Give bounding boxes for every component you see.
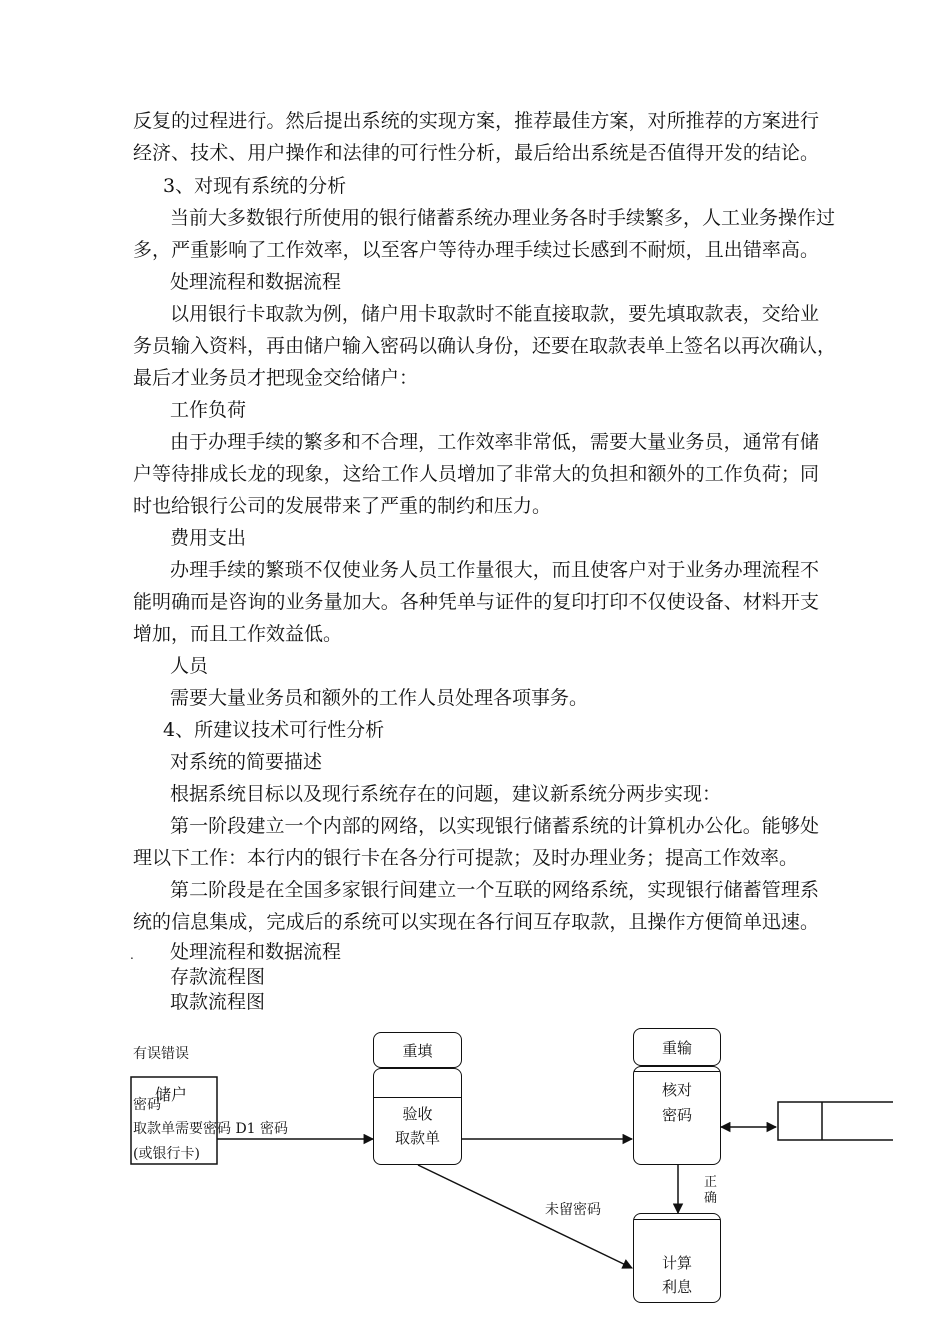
verify-divider [374,1097,461,1098]
paragraph-line: 多，严重影响了工作效率，以至客户等待办理手续过长感到不耐烦，且出错率高。 [133,239,819,261]
subheading-desc: 对系统的简要描述 [170,751,323,773]
calc-divider [634,1219,720,1220]
verify-process [373,1068,462,1165]
reenter-label: 重输 [661,1039,692,1057]
subheading-staff: 人员 [170,655,209,677]
paragraph-line: 当前大多数银行所使用的银行储蓄系统办理业务各时手续繁多，人工业务操作过 [170,207,836,229]
subheading-cost: 费用支出 [170,527,247,549]
paragraph-line: 由于办理手续的繁多和不合理，工作效率非常低，需要大量业务员，通常有储 [170,431,819,453]
withdrawal-flow-diagram [0,1020,950,1344]
stray-dot: . [130,948,134,962]
refill-label: 重填 [402,1042,433,1060]
check-divider [634,1071,720,1072]
calc-interest-process [633,1213,721,1303]
calc-label-2: 利息 [661,1278,692,1296]
paragraph-line: 办理手续的繁琐不仅使业务人员工作量很大，而且使客户对于业务办理流程不 [170,559,819,581]
paragraph-line: 统的信息集成，完成后的系统可以实现在各行间互存取款，且操作方便简单迅速。 [133,911,819,933]
subheading-deposit-chart: 存款流程图 [170,966,266,988]
paragraph-line: 需要大量业务员和额外的工作人员处理各项事务。 [170,687,589,709]
correct-label-1: 正 [704,1175,718,1190]
datastore-d1 [778,1102,893,1140]
password-tag: 密码 [133,1097,161,1113]
check-process [633,1066,721,1165]
paragraph-line: 经济、技术、用户操作和法律的可行性分析，最后给出系统是否值得开发的结论。 [133,142,819,164]
paragraph-line: 最后才业务员才把现金交给储户： [133,367,419,389]
flow-label: 取款单需要密码 D1 密码 [133,1121,289,1137]
correct-label-2: 确 [704,1191,718,1206]
diagram-connectors [0,1020,950,1344]
subheading-load: 工作负荷 [170,399,247,421]
paragraph-line: 第二阶段是在全国多家银行间建立一个互联的网络系统，实现银行储蓄管理系 [170,879,819,901]
reenter-box [633,1028,721,1066]
section-heading-4: 4、所建议技术可行性分析 [163,719,385,741]
paragraph-line: 以用银行卡取款为例，储户用卡取款时不能直接取款，要先填取款表，交给业 [170,303,819,325]
subheading-withdraw-chart: 取款流程图 [170,991,266,1013]
verify-label-1: 验收 [402,1105,433,1123]
paragraph-line: 第一阶段建立一个内部的网络，以实现银行储蓄系统的计算机办公化。能够处 [170,815,819,837]
error-label: 有误错误 [133,1046,189,1062]
verify-label-2: 取款单 [394,1129,440,1147]
check-label-1: 核对 [661,1081,692,1099]
subheading-flow: 处理流程和数据流程 [170,271,342,293]
depositor-label: 储户 [155,1085,188,1104]
section-heading-3: 3、对现有系统的分析 [163,175,347,197]
calc-label-1: 计算 [661,1254,692,1272]
subheading-flow-2: 处理流程和数据流程 [170,941,342,963]
paragraph-line: 根据系统目标以及现行系统存在的问题，建议新系统分两步实现： [170,783,722,805]
paragraph-line: 反复的过程进行。然后提出系统的实现方案，推荐最佳方案，对所推荐的方案进行 [133,110,819,132]
paragraph-line: 增加，而且工作效益低。 [133,623,343,645]
refill-box [373,1032,462,1068]
paragraph-line: 理以下工作：本行内的银行卡在各分行可提款；及时办理业务；提高工作效率。 [133,847,799,869]
paragraph-line: 能明确而是咨询的业务量加大。各种凭单与证件的复印打印不仅使设备、材料开支 [133,591,819,613]
no-password-label: 未留密码 [545,1202,601,1218]
check-label-2: 密码 [661,1106,692,1124]
card-label: (或银行卡) [133,1146,200,1162]
paragraph-line: 务员输入资料，再由储户输入密码以确认身份，还要在取款表单上签名以再次确认， [133,335,837,357]
paragraph-line: 户等待排成长龙的现象，这给工作人员增加了非常大的负担和额外的工作负荷；同 [133,463,819,485]
paragraph-line: 时也给银行公司的发展带来了严重的制约和压力。 [133,495,552,517]
